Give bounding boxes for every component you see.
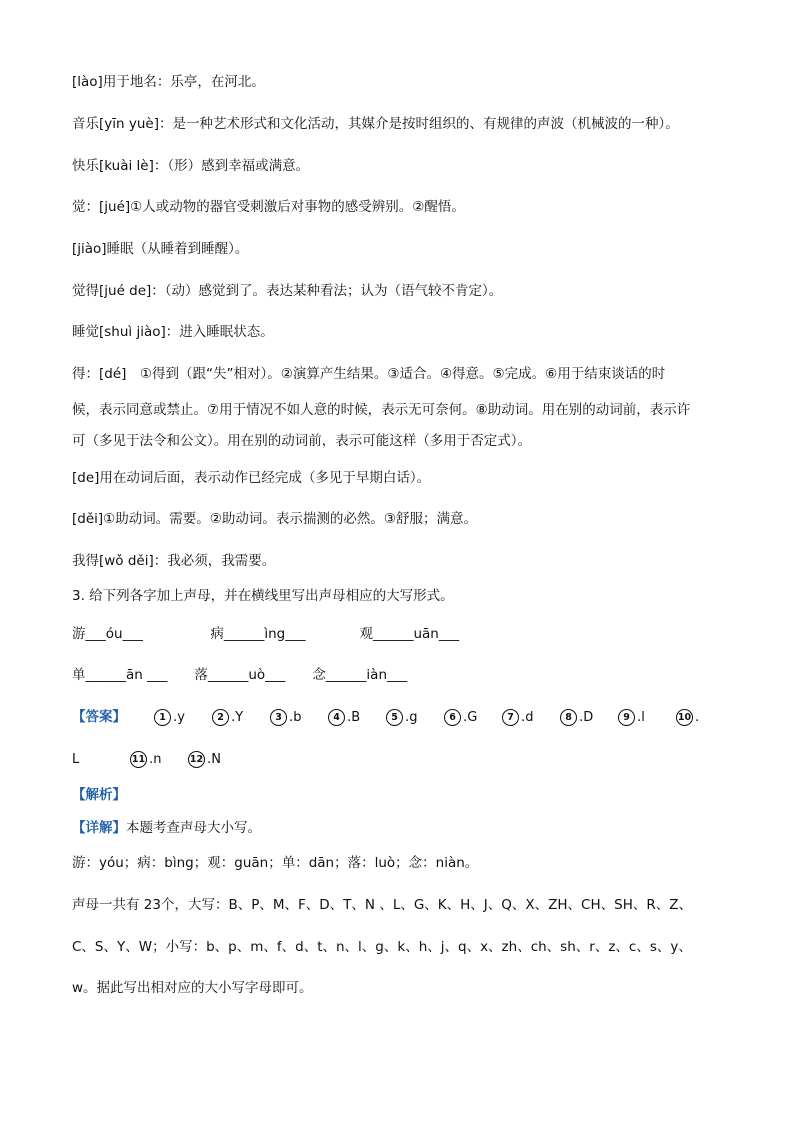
answer-item [72,749,130,770]
answer-number: 4 [328,709,345,726]
detail-text: 本题考查声母大小写。 [126,820,261,836]
answer-letter: D [583,710,594,725]
answer-item: 8 .D [560,707,618,728]
answer-number: 6 [444,709,461,726]
answer-item: 5 .g [386,707,444,728]
analysis-label [72,785,734,805]
answer-letter: d [525,710,534,725]
answer-number: 11 [130,751,147,768]
answer-letter: Y [235,710,244,725]
answer-letter: G [467,710,478,725]
text-line: 得：[dé] ①得到（跟“失”相对）。②演算产生结果。③适合。④得意。⑤完成。⑥用于结束谈话的时 [72,366,666,382]
text-line: 觉得[jué de]：（动）感觉到了。表达某种看法；认为（语气较不肯定）。 [72,283,503,299]
answer-number: 8 [560,709,577,726]
text-line: 快乐[kuài lè]：（形）感到幸福或满意。 [72,158,310,174]
answer-item: 3 .b [270,707,328,728]
answer-row-2 [72,749,734,770]
question-title: 3. 给下列各字加上声母，并在横线里写出声母相应的大写形式。 [72,588,454,604]
answer-number: 7 [502,709,519,726]
detail-label: 【详解】 [72,820,126,836]
text-line: 觉：[jué]①人或动物的器官受刺激后对事物的感受辨别。②醒悟。 [72,199,465,215]
text-line: [lào]用于地名：乐亭，在河北。 [72,74,265,90]
answer-item: 2 .Y [212,707,270,728]
answer-number: 10 [676,709,693,726]
text-line: [jiào]睡眠（从睡着到睡醒）。 [72,241,249,257]
answer-label: 【答案】 [72,709,126,725]
text-line: [de]用在动词后面，表示动作已经完成（多见于早期白话）。 [72,470,431,486]
answer-item: 12 .N [189,751,222,767]
text-line: 可（多见于法令和公文）。用在别的动词前，表示可能这样（多用于否定式）。 [72,433,531,449]
answer-item: 6 .G [444,707,502,728]
answer-item: 1 .y [154,707,212,728]
answer-number: 2 [212,709,229,726]
analysis-label-text: 【解析】 [72,787,126,803]
answer-number: 9 [618,709,635,726]
text-line: [děi]①助动词。需要。②助动词。表示揣测的必然。③舒服；满意。 [72,511,477,527]
analysis-paragraph-3: w。据此写出相对应的大小写字母即可。 [72,980,313,996]
answer-number: 5 [386,709,403,726]
answer-item: 4 .B [328,707,386,728]
answer-letter: l [641,710,645,725]
question-row-1: 游___óu___ 病______ìng___ 观______uān___ [72,626,460,642]
answer-letter: L [72,752,80,767]
answer-number: 3 [270,709,287,726]
text-line: 候，表示同意或禁止。⑦用于情况不如人意的时候，表示无可奈何。⑧助动词。用在别的动词前，表示许 [72,402,691,418]
detail-line [72,818,734,838]
answer-item: 7 .d [502,707,560,728]
analysis-paragraph-2: C、S、Y、W；小写：b、p、m、f、d、t、n、l、g、k、h、j、q、x、zh、ch、sh、r、z、c、s、y、 [72,939,692,955]
answer-letter: b [293,710,302,725]
answer-letter: n [153,752,162,767]
answer-letter: y [177,710,185,725]
answer-row-1 [72,707,734,728]
text-line: 我得[wǒ děi]：我必须，我需要。 [72,553,276,569]
text-line: 音乐[yīn yuè]：是一种艺术形式和文化活动，其媒介是按时组织的、有规律的声波（机械波的一种）。 [72,116,679,132]
answer-letter: N [211,752,222,767]
answer-item: 11 .n [131,751,162,767]
readings-line: 游：yóu；病：bìng；观：guān；单：dān；落：luò；念：niàn。 [72,855,479,871]
question-row-2: 单______ān ___ 落______uò___ 念______iàn___ [72,667,408,683]
answer-letter: g [409,710,418,725]
answer-letter: B [351,710,361,725]
text-line: 睡觉[shuì jiào]：进入睡眠状态。 [72,324,274,340]
answer-item: 9 .l [618,707,676,728]
answer-number: 1 [154,709,171,726]
answer-item: 10 . [677,709,700,725]
answer-number: 12 [188,751,205,768]
analysis-paragraph-1: 声母一共有 23个，大写：B、P、M、F、D、T、N 、L、G、K、H、J、Q、X、ZH、CH、SH、R、Z、 [72,897,692,913]
